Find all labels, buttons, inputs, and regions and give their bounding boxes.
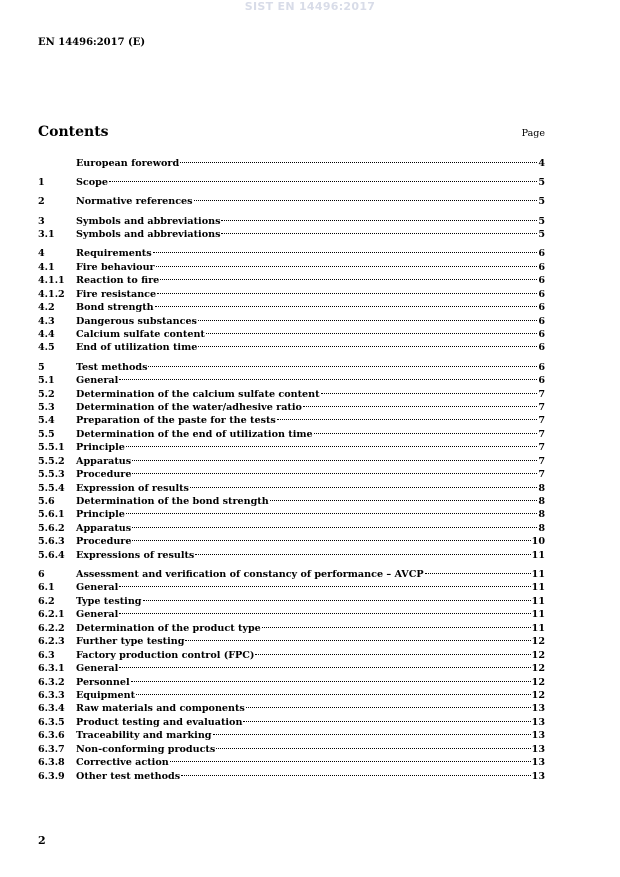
toc-entry-number: 6.3.5: [38, 716, 65, 728]
toc-entry[interactable]: [38, 301, 545, 314]
toc-dot-leader: [143, 600, 531, 601]
toc-entry-page: 6: [538, 261, 545, 273]
toc-entry[interactable]: [38, 401, 545, 414]
toc-entry-page: 13: [531, 770, 545, 782]
toc-dot-leader: [425, 573, 531, 574]
toc-entry-page: 6: [538, 329, 545, 340]
toc-entry[interactable]: [38, 482, 545, 495]
toc-dot-leader: [153, 252, 538, 253]
toc-entry-page: 13: [531, 757, 545, 769]
toc-entry-number: 6.2.1: [38, 609, 65, 621]
toc-dot-leader: [314, 433, 538, 434]
toc-entry[interactable]: [38, 157, 545, 170]
toc-entry-number: 6.3.1: [38, 663, 65, 675]
toc-entry[interactable]: [38, 274, 545, 287]
toc-entry-number: 5.4: [38, 415, 55, 427]
toc-entry-page: 7: [538, 388, 545, 400]
toc-entry-page: 13: [531, 716, 545, 728]
toc-entry-page: 11: [531, 609, 545, 621]
toc-entry-number: 6: [38, 569, 45, 581]
toc-entry-number: 4.4: [38, 329, 55, 340]
toc-entry-title: Test methods: [76, 361, 148, 373]
toc-entry-number: 5.6.2: [38, 522, 65, 534]
toc-entry-title: Determination of the product type: [76, 622, 261, 634]
toc-entry-title: General: [76, 375, 119, 387]
toc-entry-title: Determination of the bond strength: [76, 496, 269, 508]
toc-entry-number: 5.5.3: [38, 469, 65, 481]
toc-entry-number: 5.6.3: [38, 536, 65, 548]
toc-entry-page: 5: [538, 215, 545, 227]
toc-entry-number: 5.1: [38, 375, 55, 387]
toc-entry-title: Dangerous substances: [76, 315, 197, 327]
toc-entry-title: Non-conforming products: [76, 743, 216, 755]
toc-entry-page: 7: [538, 415, 545, 427]
toc-dot-leader: [136, 694, 531, 695]
toc-entry[interactable]: [38, 770, 545, 783]
toc-entry[interactable]: [38, 729, 545, 742]
toc-dot-leader: [132, 473, 537, 474]
toc-entry-title: European foreword: [76, 158, 180, 169]
toc-dot-leader: [119, 379, 537, 380]
toc-entry[interactable]: [38, 716, 545, 729]
toc-entry-page: 12: [531, 676, 545, 688]
toc-entry[interactable]: [38, 622, 545, 635]
toc-entry-number: 4.1: [38, 261, 55, 273]
toc-entry[interactable]: [38, 702, 545, 715]
toc-entry-page: 8: [538, 509, 545, 521]
toc-dot-leader: [109, 181, 537, 182]
toc-entry-page: 5: [538, 196, 545, 208]
toc-dot-leader: [132, 527, 537, 528]
toc-dot-leader: [194, 200, 538, 201]
toc-entry-page: 6: [538, 288, 545, 300]
toc-entry-number: 6.3.4: [38, 703, 65, 715]
toc-entry-number: 3: [38, 215, 45, 227]
toc-entry-number: 5.6.4: [38, 549, 65, 561]
toc-entry-title: Calcium sulfate content: [76, 329, 205, 340]
toc-entry[interactable]: [38, 328, 545, 341]
toc-entry-number: 6.3.2: [38, 676, 65, 688]
toc-entry-page: 5: [538, 229, 545, 241]
toc-entry[interactable]: [38, 428, 545, 441]
toc-entry-number: 5: [38, 361, 45, 373]
page-number: 2: [38, 834, 46, 847]
toc-entry[interactable]: [38, 568, 545, 581]
toc-entry-page: 7: [538, 401, 545, 413]
toc-entry-number: 4.1.2: [38, 288, 65, 300]
toc-entry-title: Bond strength: [76, 302, 154, 314]
toc-entry-page: 6: [538, 375, 545, 387]
toc-entry-page: 6: [538, 315, 545, 327]
toc-entry[interactable]: [38, 247, 545, 260]
toc-dot-leader: [126, 513, 537, 514]
toc-dot-leader: [185, 640, 530, 641]
toc-entry-number: 5.6: [38, 496, 55, 508]
toc-entry-page: 11: [531, 582, 545, 594]
toc-entry-page: 11: [531, 569, 545, 581]
page-column-label: Page: [521, 128, 545, 139]
toc-entry-page: 6: [538, 361, 545, 373]
toc-entry[interactable]: [38, 441, 545, 454]
toc-entry-title: Personnel: [76, 676, 130, 688]
toc-entry-number: 4.5: [38, 342, 55, 354]
toc-entry-page: 7: [538, 455, 545, 467]
toc-entry-page: 7: [538, 469, 545, 481]
toc-entry-number: 6.3.3: [38, 689, 65, 701]
toc-dot-leader: [156, 266, 538, 267]
toc-dot-leader: [243, 721, 530, 722]
toc-dot-leader: [255, 654, 530, 655]
toc-entry-number: 5.3: [38, 401, 55, 413]
toc-entry-title: Normative references: [76, 196, 193, 208]
toc-entry[interactable]: [38, 228, 545, 241]
toc-dot-leader: [198, 320, 537, 321]
toc-dot-leader: [148, 366, 537, 367]
toc-entry-title: Expression of results: [76, 482, 189, 494]
toc-entry-page: 8: [538, 522, 545, 534]
toc-entry[interactable]: [38, 315, 545, 328]
toc-entry-title: Principle: [76, 509, 125, 521]
toc-entry-page: 12: [531, 663, 545, 675]
toc-entry-title: Further type testing: [76, 636, 185, 648]
toc-entry-number: 3.1: [38, 229, 55, 241]
toc-entry-page: 6: [538, 248, 545, 260]
toc-entry-page: 6: [538, 342, 545, 354]
toc-dot-leader: [119, 667, 530, 668]
toc-dot-leader: [157, 293, 537, 294]
toc-entry[interactable]: [38, 743, 545, 756]
toc-entry-page: 13: [531, 743, 545, 755]
toc-entry[interactable]: [38, 388, 545, 401]
toc-entry-title: Symbols and abbreviations: [76, 215, 221, 227]
toc-entry-number: 5.2: [38, 388, 55, 400]
toc-entry-number: 6.2.3: [38, 636, 65, 648]
toc-dot-leader: [277, 419, 537, 420]
toc-entry[interactable]: [38, 495, 545, 508]
toc-entry-title: Traceability and marking: [76, 730, 212, 742]
toc-entry-number: 6.3.9: [38, 770, 65, 782]
toc-entry-page: 11: [531, 595, 545, 607]
toc-dot-leader: [195, 554, 530, 555]
toc-dot-leader: [190, 487, 537, 488]
toc-entry-title: Procedure: [76, 469, 132, 481]
toc-dot-leader: [126, 446, 537, 447]
toc-entry-title: Scope: [76, 177, 108, 189]
toc-dot-leader: [198, 346, 537, 347]
table-of-contents: [38, 157, 545, 783]
toc-entry-number: 6.2.2: [38, 622, 65, 634]
toc-entry-title: Other test methods: [76, 770, 181, 782]
toc-entry-title: Apparatus: [76, 522, 132, 534]
toc-entry-number: 5.5.4: [38, 482, 65, 494]
toc-entry-title: Principle: [76, 442, 125, 454]
toc-entry[interactable]: [38, 261, 545, 274]
toc-entry-title: General: [76, 663, 119, 675]
toc-entry-number: 4.1.1: [38, 275, 65, 287]
toc-entry-title: Raw materials and components: [76, 703, 245, 715]
toc-entry-number: 6.3: [38, 649, 55, 661]
toc-entry-title: Fire behaviour: [76, 261, 155, 273]
toc-entry[interactable]: [38, 508, 545, 521]
toc-entry-title: Apparatus: [76, 455, 132, 467]
toc-entry-title: Factory production control (FPC): [76, 649, 255, 661]
toc-entry-page: 11: [531, 549, 545, 561]
toc-entry-page: 12: [531, 636, 545, 648]
toc-entry-page: 11: [531, 622, 545, 634]
toc-entry-title: Symbols and abbreviations: [76, 229, 221, 241]
toc-entry-title: Requirements: [76, 248, 152, 260]
toc-entry[interactable]: [38, 195, 545, 208]
toc-entry-page: 13: [531, 703, 545, 715]
toc-dot-leader: [206, 333, 537, 334]
toc-entry[interactable]: [38, 361, 545, 374]
toc-entry[interactable]: [38, 414, 545, 427]
toc-entry-number: 5.5.1: [38, 442, 65, 454]
toc-dot-leader: [155, 306, 538, 307]
toc-entry[interactable]: [38, 468, 545, 481]
toc-dot-leader: [119, 586, 530, 587]
toc-entry-title: Fire resistance: [76, 288, 157, 300]
toc-entry-number: 6.2: [38, 595, 55, 607]
toc-entry-page: 5: [538, 177, 545, 189]
toc-entry-number: 6.3.6: [38, 730, 65, 742]
toc-entry-title: Procedure: [76, 536, 132, 548]
toc-entry-title: Equipment: [76, 689, 136, 701]
toc-entry[interactable]: [38, 649, 545, 662]
toc-dot-leader: [213, 734, 531, 735]
toc-entry[interactable]: [38, 662, 545, 675]
toc-entry-number: 5.6.1: [38, 509, 65, 521]
toc-entry[interactable]: [38, 288, 545, 301]
toc-entry-title: Product testing and evaluation: [76, 716, 243, 728]
toc-entry-number: 4.2: [38, 302, 55, 314]
toc-entry-title: Determination of the calcium sulfate content: [76, 388, 320, 400]
toc-entry[interactable]: [38, 608, 545, 621]
toc-dot-leader: [181, 775, 531, 776]
toc-dot-leader: [132, 460, 537, 461]
toc-dot-leader: [321, 393, 538, 394]
toc-entry-page: 8: [538, 496, 545, 508]
toc-entry[interactable]: [38, 176, 545, 189]
toc-entry-page: 10: [531, 536, 545, 548]
toc-entry-title: End of utilization time: [76, 342, 198, 354]
toc-entry-page: 13: [531, 730, 545, 742]
toc-entry-number: 4.3: [38, 315, 55, 327]
toc-entry[interactable]: [38, 535, 545, 548]
toc-entry-page: 6: [538, 275, 545, 287]
toc-entry-title: General: [76, 609, 119, 621]
toc-entry-title: Preparation of the paste for the tests: [76, 415, 276, 427]
toc-entry-number: 6.1: [38, 582, 55, 594]
toc-entry[interactable]: [38, 549, 545, 562]
toc-entry-number: 6.3.7: [38, 743, 65, 755]
toc-dot-leader: [132, 540, 530, 541]
toc-dot-leader: [262, 627, 531, 628]
toc-entry[interactable]: [38, 374, 545, 387]
contents-title: Contents: [38, 124, 109, 140]
toc-entry[interactable]: [38, 676, 545, 689]
toc-entry-number: 5.5: [38, 428, 55, 440]
toc-dot-leader: [221, 220, 537, 221]
toc-entry[interactable]: [38, 215, 545, 228]
toc-entry-number: 1: [38, 177, 45, 189]
toc-entry-title: Expressions of results: [76, 549, 195, 561]
toc-dot-leader: [270, 500, 538, 501]
document-id: EN 14496:2017 (E): [38, 37, 146, 48]
toc-entry-page: 7: [538, 428, 545, 440]
toc-entry[interactable]: [38, 581, 545, 594]
toc-entry[interactable]: [38, 689, 545, 702]
toc-entry[interactable]: [38, 635, 545, 648]
toc-entry-title: Assessment and verification of constancy of performance – AVCP: [76, 569, 424, 581]
toc-entry-title: Corrective action: [76, 757, 169, 769]
toc-entry[interactable]: [38, 522, 545, 535]
toc-entry-number: 4: [38, 248, 45, 260]
toc-entry-title: General: [76, 582, 119, 594]
toc-entry-title: Determination of the end of utilization time: [76, 428, 313, 440]
toc-entry-page: 7: [538, 442, 545, 454]
toc-entry-page: 6: [538, 302, 545, 314]
toc-entry-page: 12: [531, 689, 545, 701]
toc-dot-leader: [221, 233, 537, 234]
toc-entry-page: 12: [531, 649, 545, 661]
toc-entry-number: 5.5.2: [38, 455, 65, 467]
toc-dot-leader: [170, 761, 531, 762]
toc-entry-page: 8: [538, 482, 545, 494]
toc-entry[interactable]: [38, 341, 545, 354]
toc-dot-leader: [131, 681, 531, 682]
toc-entry-number: 6.3.8: [38, 757, 65, 769]
toc-entry-number: 2: [38, 196, 45, 208]
toc-dot-leader: [119, 613, 530, 614]
toc-entry-title: Determination of the water/adhesive ratio: [76, 401, 302, 413]
toc-entry[interactable]: [38, 455, 545, 468]
toc-dot-leader: [216, 748, 530, 749]
toc-entry-page: 4: [538, 158, 545, 169]
toc-entry[interactable]: [38, 595, 545, 608]
toc-entry[interactable]: [38, 756, 545, 769]
toc-dot-leader: [160, 279, 537, 280]
toc-dot-leader: [246, 707, 531, 708]
toc-entry-title: Reaction to fire: [76, 275, 160, 287]
toc-dot-leader: [303, 406, 537, 407]
watermark: SIST EN 14496:2017: [244, 0, 376, 13]
toc-entry-title: Type testing: [76, 595, 142, 607]
toc-dot-leader: [180, 162, 537, 163]
